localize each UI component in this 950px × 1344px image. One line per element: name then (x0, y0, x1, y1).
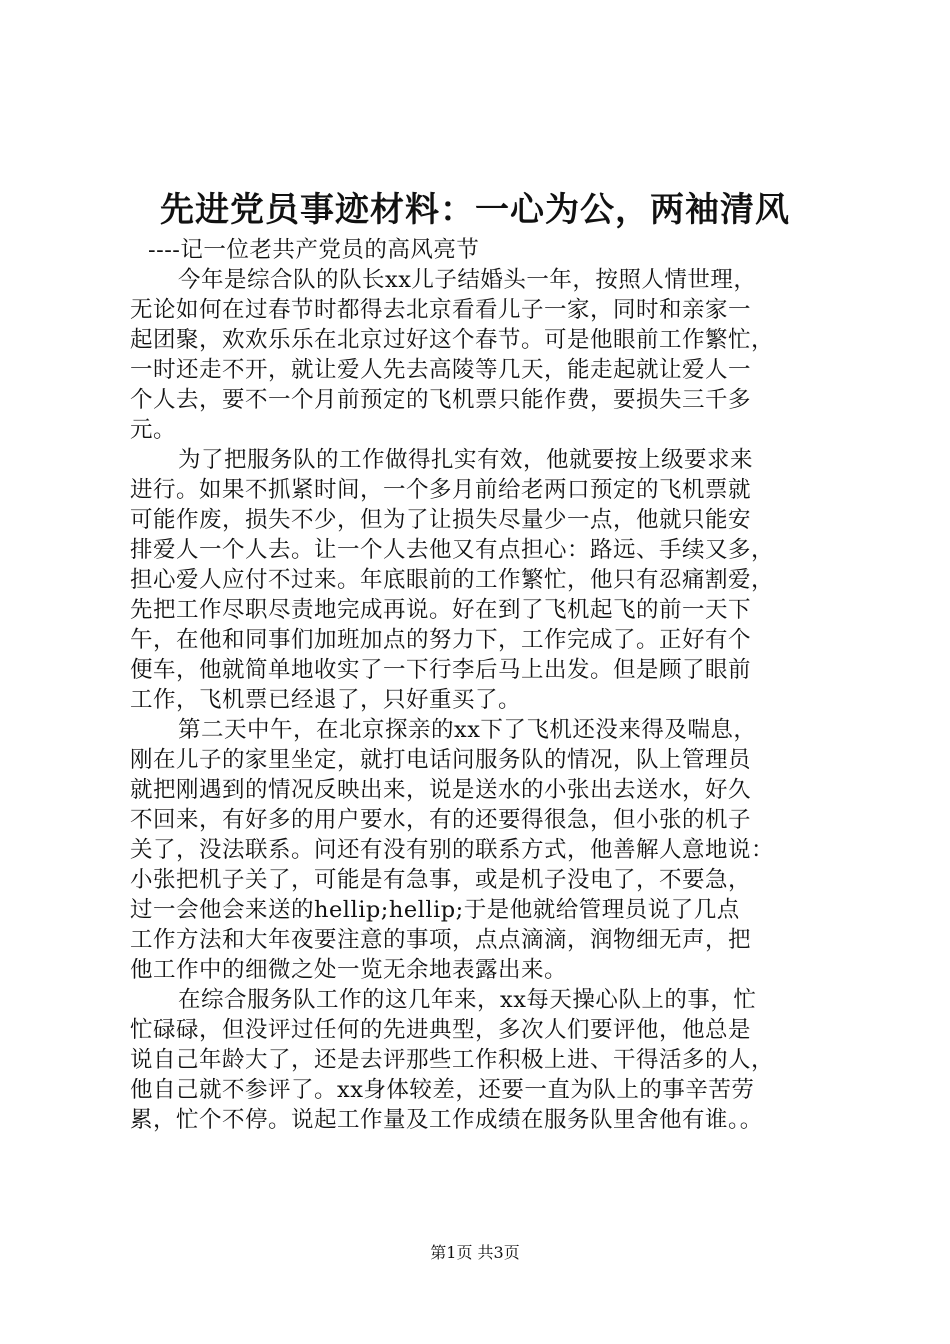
document-body (130, 235, 830, 1135)
page-footer: 第1页 共3页 (430, 1243, 520, 1262)
paragraph-first-line: 今年是综合队的队长xx儿子结婚头一年，按照人情世理， (178, 267, 757, 293)
paragraph-line: 可能作废，损失不少，但为了让损失尽量少一点，他就只能安 (130, 507, 752, 533)
paragraph-first-line: 在综合服务队工作的这几年来，xx每天操心队上的事，忙 (178, 987, 757, 1013)
paragraph-line: 过一会他会来送的hellip;hellip;于是他就给管理员说了几点 (130, 897, 740, 923)
paragraph-line: 累，忙个不停。说起工作量及工作成绩在服务队里舍他有谁。。 (130, 1107, 763, 1133)
paragraph-line: 他自己就不参评了。xx身体较差，还要一直为队上的事辛苦劳 (130, 1077, 755, 1103)
paragraph-first-line: 第二天中午，在北京探亲的xx下了飞机还没来得及喘息， (178, 717, 757, 743)
paragraph-line: 就把刚遇到的情况反映出来，说是送水的小张出去送水，好久 (130, 777, 752, 803)
paragraph-line: 关了，没法联系。问还有没有别的联系方式，他善解人意地说： (130, 837, 775, 863)
paragraph-line: 先把工作尽职尽责地完成再说。好在到了飞机起飞的前一天下 (130, 597, 752, 623)
paragraph-line: 忙碌碌，但没评过任何的先进典型，多次人们要评他，他总是 (130, 1017, 752, 1043)
paragraph-line: 工作方法和大年夜要注意的事项，点点滴滴，润物细无声，把 (130, 927, 752, 953)
paragraph-line: 个人去，要不一个月前预定的飞机票只能作费，要损失三千多 (130, 387, 752, 413)
document-title: 先进党员事迹材料：一心为公，两袖清风 (160, 190, 790, 230)
paragraph-line: 担心爱人应付不过来。年底眼前的工作繁忙，他只有忍痛割爱， (130, 567, 775, 593)
paragraph-line: 午，在他和同事们加班加点的努力下，工作完成了。正好有个 (130, 627, 752, 653)
paragraph-line: 元。 (130, 417, 177, 443)
paragraph-line: 无论如何在过春节时都得去北京看看儿子一家，同时和亲家一 (130, 297, 752, 323)
paragraph-first-line: 为了把服务队的工作做得扎实有效，他就要按上级要求来 (178, 447, 754, 473)
paragraph-line: 进行。如果不抓紧时间，一个多月前给老两口预定的飞机票就 (130, 477, 752, 503)
paragraph-line: 工作，飞机票已经退了，只好重买了。 (130, 687, 522, 713)
paragraph-line: 刚在儿子的家里坐定，就打电话问服务队的情况，队上管理员 (130, 747, 752, 773)
paragraph-line: 不回来，有好多的用户要水，有的还要得很急，但小张的机子 (130, 807, 752, 833)
paragraph-line: 起团聚，欢欢乐乐在北京过好这个春节。可是他眼前工作繁忙， (130, 327, 775, 353)
paragraph-line: 他工作中的细微之处一览无余地表露出来。 (130, 957, 568, 983)
paragraph-line: 排爱人一个人去。让一个人去他又有点担心：路远、手续又多， (130, 537, 775, 563)
paragraph-line: 小张把机子关了，可能是有急事，或是机子没电了，不要急， (130, 867, 752, 893)
document-subtitle: ----记一位老共产党员的高风亮节 (148, 237, 480, 263)
paragraph-line: 便车，他就简单地收实了一下行李后马上出发。但是顾了眼前 (130, 657, 752, 683)
paragraph-line: 一时还走不开，就让爱人先去高陵等几天，能走起就让爱人一 (130, 357, 752, 383)
paragraph-line: 说自己年龄大了，还是去评那些工作积极上进、干得活多的人， (130, 1047, 775, 1073)
